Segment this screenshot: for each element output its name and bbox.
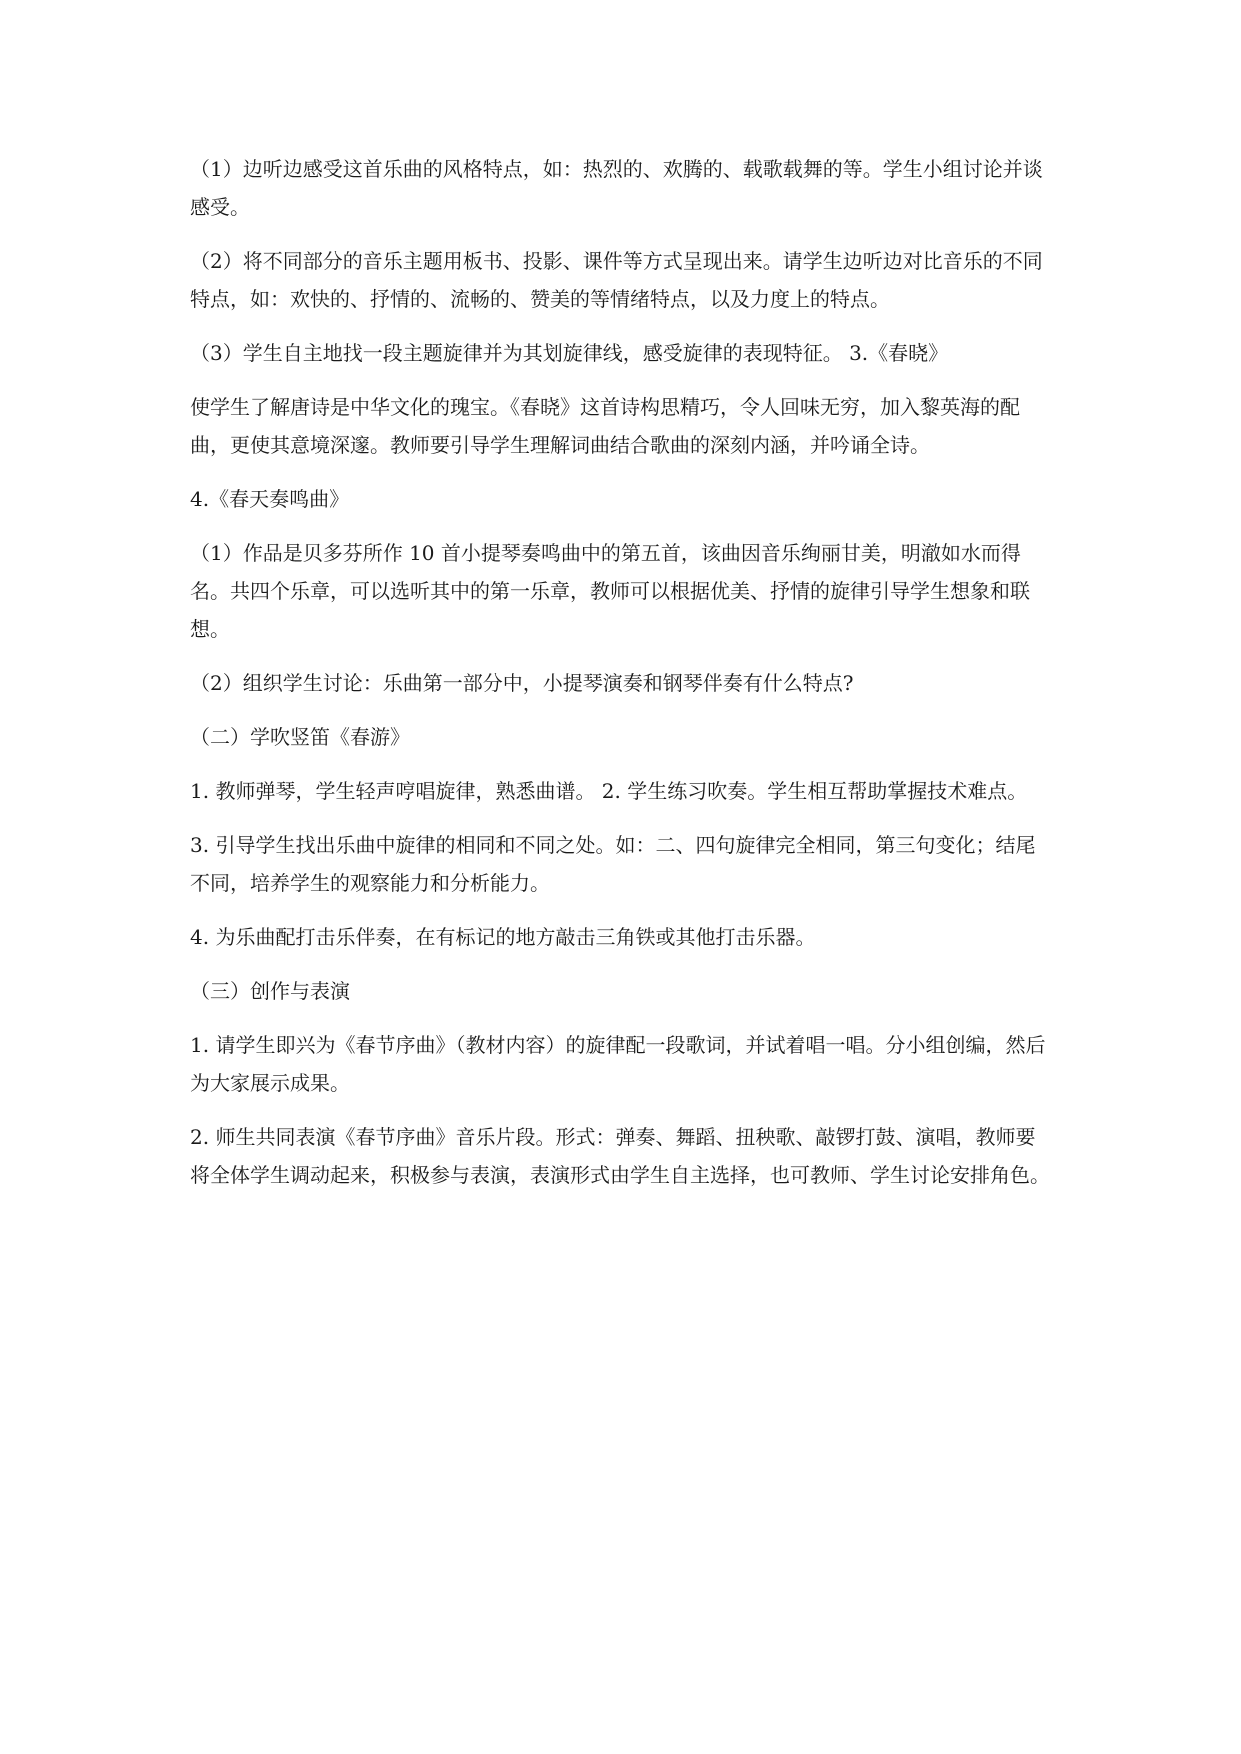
paragraph-spring-sonata-2: （2）组织学生讨论：乐曲第一部分中，小提琴演奏和钢琴伴奏有什么特点? — [190, 671, 854, 695]
heading-spring-sonata: 4.《春天奏鸣曲》 — [190, 487, 350, 511]
section-heading-recorder: （二）学吹竖笛《春游》 — [190, 725, 410, 749]
paragraph-chunxiao: 使学生了解唐诗是中华文化的瑰宝。《春晓》这首诗构思精巧，令人回味无穷，加入黎英海的配曲，更使其意境深邃。教师要引导学生理解词曲结合歌曲的深刻内涵，并吟诵全诗。 — [190, 395, 1020, 457]
paragraph-appreciation-1: （1）边听边感受这首乐曲的风格特点，如：热烈的、欢腾的、载歌载舞的等。学生小组讨论并谈感受。 — [190, 157, 1043, 219]
paragraph-recorder-1-2: 1. 教师弹琴，学生轻声哼唱旋律，熟悉曲谱。 2. 学生练习吹奏。学生相互帮助掌握技术难点。 — [190, 779, 1028, 803]
document-body — [190, 150, 1055, 1210]
paragraph-recorder-3: 3. 引导学生找出乐曲中旋律的相同和不同之处。如：二、四句旋律完全相同，第三句变化；结尾不同，培养学生的观察能力和分析能力。 — [190, 833, 1036, 895]
paragraph-appreciation-3: （3）学生自主地找一段主题旋律并为其划旋律线，感受旋律的表现特征。 3.《春晓》 — [190, 341, 949, 365]
section-heading-creation: （三）创作与表演 — [190, 979, 350, 1003]
paragraph-appreciation-2: （2）将不同部分的音乐主题用板书、投影、课件等方式呈现出来。请学生边听边对比音乐的不同特点，如：欢快的、抒情的、流畅的、赞美的等情绪特点，以及力度上的特点。 — [190, 249, 1043, 311]
paragraph-creation-1: 1. 请学生即兴为《春节序曲》（教材内容）的旋律配一段歌词，并试着唱一唱。分小组创编，然后为大家展示成果。 — [190, 1033, 1046, 1095]
paragraph-creation-2: 2. 师生共同表演《春节序曲》音乐片段。形式：弹奏、舞蹈、扭秧歌、敲锣打鼓、演唱，教师要将全体学生调动起来，积极参与表演，表演形式由学生自主选择，也可教师、学生讨论安排角色。 — [190, 1125, 1050, 1187]
paragraph-recorder-4: 4. 为乐曲配打击乐伴奏，在有标记的地方敲击三角铁或其他打击乐器。 — [190, 925, 816, 949]
paragraph-spring-sonata-1: （1）作品是贝多芬所作 10 首小提琴奏鸣曲中的第五首，该曲因音乐绚丽甘美，明澈如水而得名。共四个乐章，可以选听其中的第一乐章，教师可以根据优美、抒情的旋律引导学生想象和联想。 — [190, 541, 1030, 641]
